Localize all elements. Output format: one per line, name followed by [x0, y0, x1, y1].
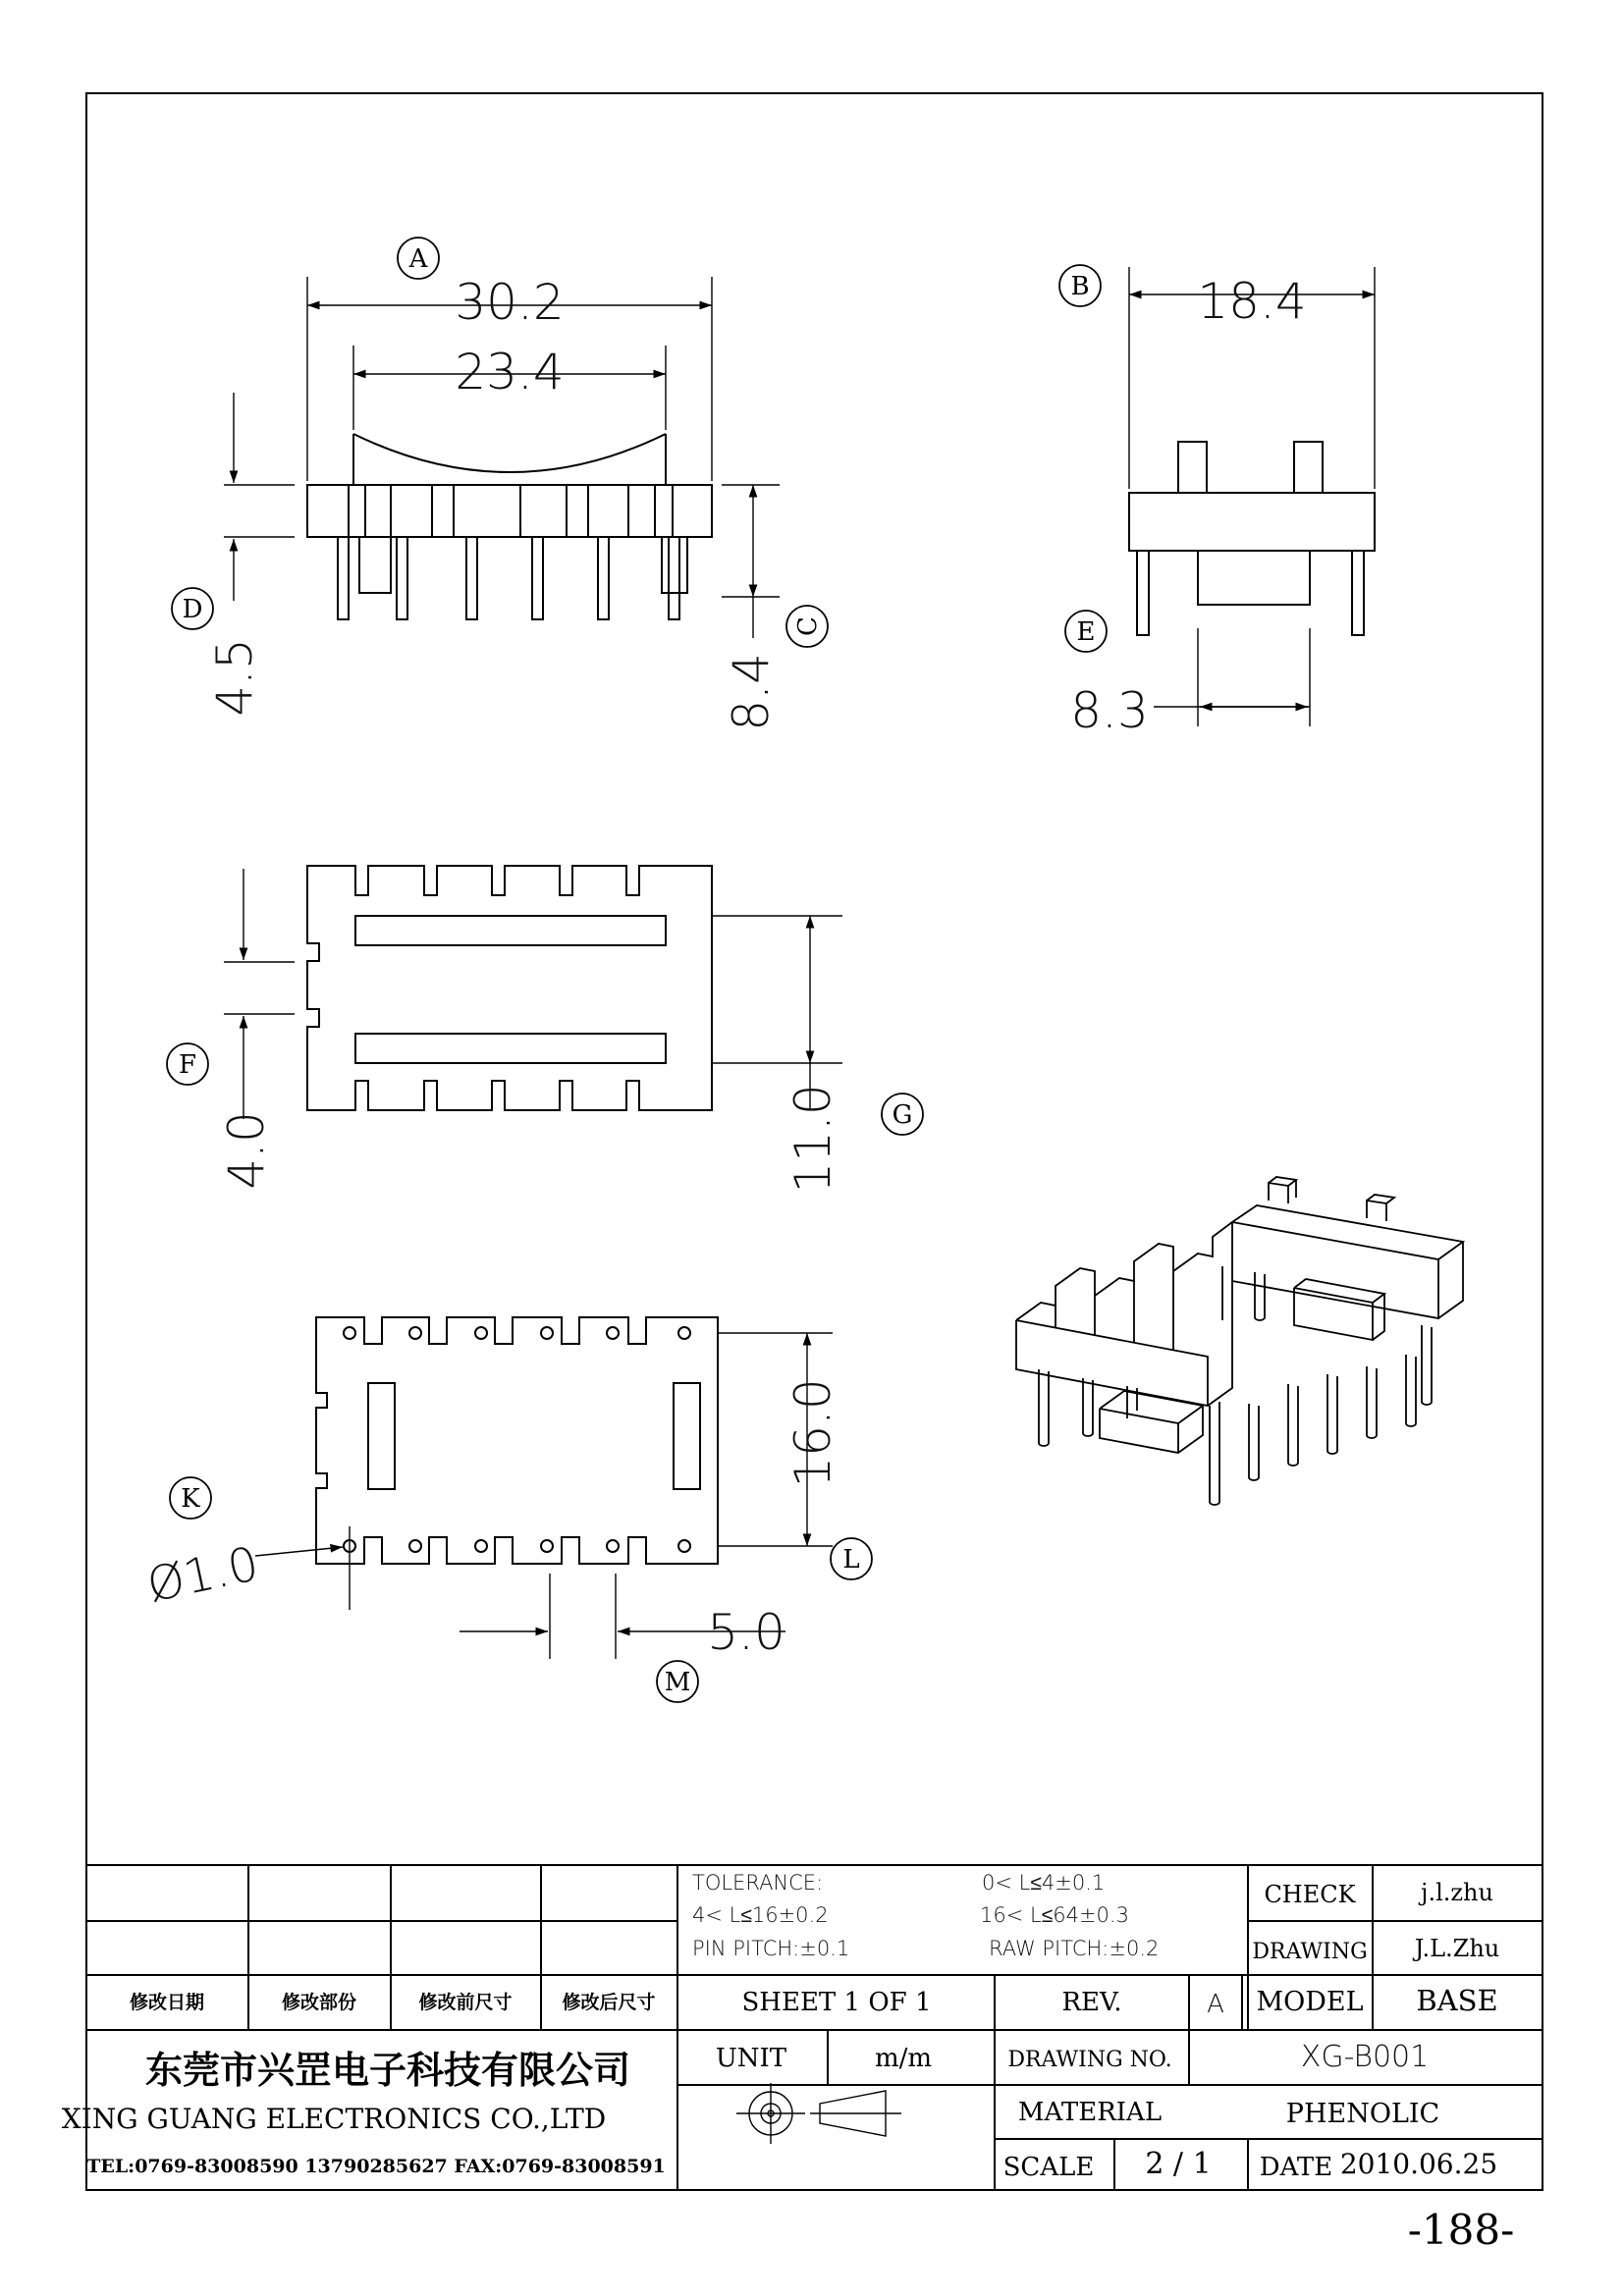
dim-k-value: Ø1.0	[142, 1536, 264, 1614]
pin-pitch: PIN PITCH:±0.1	[692, 1937, 850, 1960]
label-c: C	[793, 616, 823, 636]
label-g: G	[892, 1100, 913, 1130]
scale-label: SCALE	[1002, 2153, 1095, 2182]
front-view-dimensions	[224, 277, 780, 638]
dim-d-value: 4.5	[206, 638, 263, 717]
label-a: A	[408, 244, 428, 274]
check-label: CHECK	[1264, 1881, 1356, 1908]
isometric-view	[1016, 1177, 1463, 1505]
drawing-label: DRAWING	[1252, 1940, 1368, 1964]
dim-b-value: 18.4	[1197, 273, 1307, 330]
label-b: B	[1070, 272, 1090, 301]
label-d: D	[182, 595, 203, 624]
dim-c-value: 8.4	[723, 653, 780, 731]
label-k: K	[181, 1484, 200, 1514]
front-view	[307, 434, 712, 619]
rev-header-date: 修改日期	[129, 1992, 205, 2013]
drawing-value: J.L.Zhu	[1414, 1935, 1500, 1962]
raw-pitch: RAW PITCH:±0.2	[989, 1937, 1160, 1960]
label-f: F	[178, 1050, 197, 1080]
dim-g-value: 11.0	[785, 1084, 841, 1194]
dim-inner-value: 23.4	[455, 344, 565, 400]
date-label: DATE	[1259, 2153, 1333, 2182]
dim-e-value: 8.3	[1070, 682, 1149, 739]
top-view	[307, 866, 712, 1110]
label-m: M	[664, 1668, 691, 1697]
scale-value: 2 / 1	[1145, 2147, 1212, 2181]
rev-label: REV.	[1061, 1988, 1122, 2017]
model-label: MODEL	[1256, 1987, 1364, 2017]
material-value: PHENOLIC	[1285, 2099, 1440, 2129]
drawing-no-label: DRAWING NO.	[1007, 2048, 1172, 2072]
dim-l-value: 16.0	[785, 1378, 841, 1488]
check-value: j.l.zhu	[1421, 1879, 1493, 1906]
company-name-en: XING GUANG ELECTRONICS CO.,LTD	[61, 2103, 607, 2135]
dim-f-value: 4.0	[218, 1111, 275, 1190]
tolerance-range-3: 16< L≤64±0.3	[980, 1903, 1129, 1927]
side-view-dimensions	[1129, 267, 1375, 726]
page-number: -188-	[1407, 2206, 1515, 2254]
company-name-cn: 东莞市兴罡电子科技有限公司	[144, 2049, 631, 2092]
company-contact: TEL:0769-83008590 13790285627 FAX:0769-83008591	[86, 2156, 666, 2177]
tolerance-title: TOLERANCE:	[692, 1871, 824, 1895]
date-value: 2010.06.25	[1339, 2148, 1498, 2180]
tolerance-range-1: 0< L≤4±0.1	[982, 1871, 1106, 1895]
rev-header-part: 修改部份	[281, 1992, 357, 2013]
side-view	[1129, 442, 1375, 635]
top-view-dimensions	[224, 869, 842, 1119]
material-label: MATERIAL	[1017, 2098, 1163, 2127]
projection-symbol-icon	[736, 2083, 901, 2144]
rev-value: A	[1207, 1990, 1224, 2019]
drawing-no-value: XG-B001	[1300, 2040, 1430, 2074]
dim-a-value: 30.2	[455, 274, 565, 331]
model-value: BASE	[1416, 1984, 1498, 2017]
rev-header-after: 修改后尺寸	[562, 1992, 656, 2013]
bottom-view	[316, 1317, 718, 1564]
unit-value: m/m	[874, 2044, 933, 2073]
label-e: E	[1076, 617, 1096, 647]
rev-header-before: 修改前尺寸	[418, 1992, 513, 2013]
tolerance-range-2: 4< L≤16±0.2	[692, 1903, 829, 1927]
unit-label: UNIT	[715, 2044, 787, 2073]
label-l: L	[842, 1545, 860, 1575]
sheet-info: SHEET 1 OF 1	[741, 1988, 932, 2017]
dim-m-value: 5.0	[707, 1604, 785, 1661]
